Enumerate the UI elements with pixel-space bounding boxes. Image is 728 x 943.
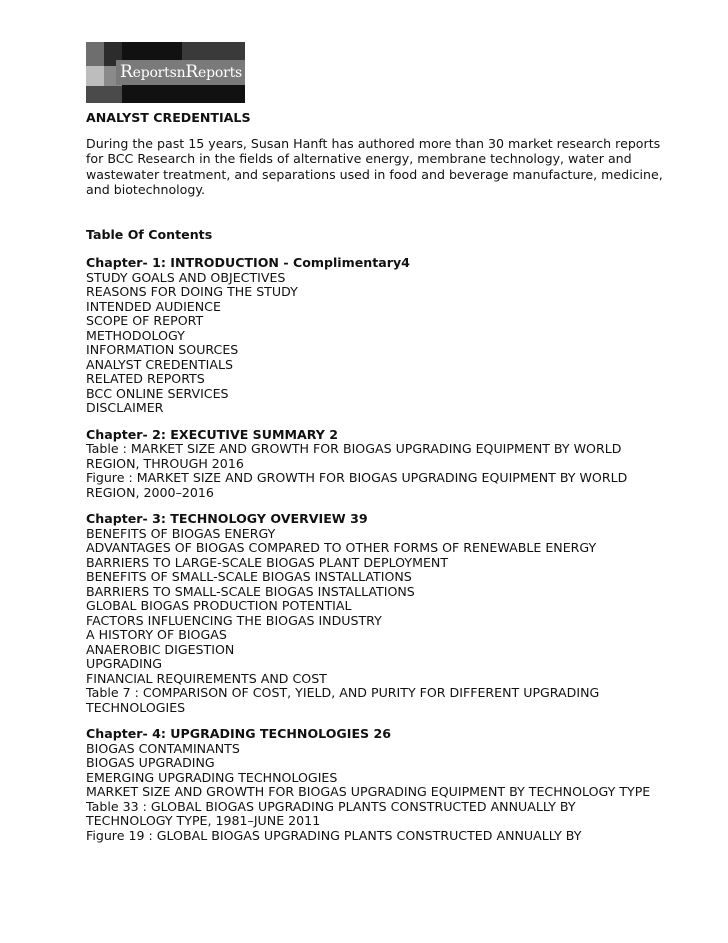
table-of-contents-title: Table Of Contents	[86, 226, 213, 242]
toc-entry: UPGRADING	[86, 656, 163, 671]
toc-entry: EMERGING UPGRADING TECHNOLOGIES	[86, 769, 338, 785]
toc-entry: A HISTORY OF BIOGAS	[86, 627, 227, 642]
toc-entry: BCC ONLINE SERVICES	[86, 385, 229, 401]
logo-wordmark: ReportsnReports	[116, 60, 245, 85]
toc-entry: METHODOLOGY	[86, 327, 185, 343]
toc-entry: FINANCIAL REQUIREMENTS AND COST	[86, 670, 327, 686]
chapter-section	[86, 512, 686, 715]
table-of-contents	[86, 256, 686, 843]
toc-entry: TECHNOLOGY TYPE, 1981–JUNE 2011	[86, 813, 321, 828]
reportsnreports-logo	[86, 42, 245, 103]
chapter-heading: Chapter- 1: INTRODUCTION - Complimentary4	[86, 255, 410, 270]
toc-entry: INFORMATION SOURCES	[86, 342, 239, 357]
toc-entry: DISCLAIMER	[86, 400, 164, 415]
toc-entry: SCOPE OF REPORT	[86, 313, 204, 328]
toc-entry: REGION, 2000–2016	[86, 484, 214, 500]
toc-entry: Table : MARKET SIZE AND GROWTH FOR BIOGAS UPGRADING EQUIPMENT BY WORLD	[86, 441, 622, 456]
toc-entry: BIOGAS CONTAMINANTS	[86, 740, 240, 756]
toc-entry: BARRIERS TO SMALL-SCALE BIOGAS INSTALLATIONS	[86, 583, 415, 599]
analyst-paragraph: During the past 15 years, Susan Hanft has authored more than 30 market research reports for BCC Research in the fields of alternative energy, membrane technology, water and wastewater treatment, and separations used in food and beverage manufacture, medicine, and biotechnology.	[86, 135, 663, 197]
toc-entry: Figure : MARKET SIZE AND GROWTH FOR BIOGAS UPGRADING EQUIPMENT BY WORLD	[86, 470, 628, 485]
toc-entry: BENEFITS OF SMALL-SCALE BIOGAS INSTALLATIONS	[86, 569, 412, 584]
toc-entry: ANAEROBIC DIGESTION	[86, 641, 235, 657]
toc-entry: STUDY GOALS AND OBJECTIVES	[86, 269, 286, 285]
chapter-heading: Chapter- 2: EXECUTIVE SUMMARY 2	[86, 426, 339, 442]
toc-entry: Table 7 : COMPARISON OF COST, YIELD, AND PURITY FOR DIFFERENT UPGRADING	[86, 685, 600, 700]
toc-entry: TECHNOLOGIES	[86, 699, 186, 715]
toc-entry: ADVANTAGES OF BIOGAS COMPARED TO OTHER FORMS OF RENEWABLE ENERGY	[86, 540, 597, 555]
chapter-heading: Chapter- 3: TECHNOLOGY OVERVIEW 39	[86, 511, 368, 526]
toc-entry: Figure 19 : GLOBAL BIOGAS UPGRADING PLANTS CONSTRUCTED ANNUALLY BY	[86, 827, 582, 843]
chapter-section	[86, 256, 686, 416]
document-page	[86, 42, 686, 843]
toc-entry: REGION, THROUGH 2016	[86, 455, 244, 471]
toc-entry: BIOGAS UPGRADING	[86, 755, 215, 770]
analyst-credentials-heading: ANALYST CREDENTIALS	[86, 110, 251, 125]
toc-entry: BENEFITS OF BIOGAS ENERGY	[86, 525, 276, 541]
chapter-section	[86, 428, 686, 501]
toc-entry: MARKET SIZE AND GROWTH FOR BIOGAS UPGRADING EQUIPMENT BY TECHNOLOGY TYPE	[86, 784, 651, 799]
toc-entry: REASONS FOR DOING THE STUDY	[86, 284, 298, 299]
toc-entry: GLOBAL BIOGAS PRODUCTION POTENTIAL	[86, 598, 352, 613]
toc-entry: ANALYST CREDENTIALS	[86, 356, 233, 372]
toc-entry: BARRIERS TO LARGE-SCALE BIOGAS PLANT DEPLOYMENT	[86, 554, 449, 570]
chapter-section	[86, 727, 686, 843]
toc-entry: FACTORS INFLUENCING THE BIOGAS INDUSTRY	[86, 612, 382, 628]
toc-entry: RELATED REPORTS	[86, 371, 205, 386]
toc-entry: Table 33 : GLOBAL BIOGAS UPGRADING PLANTS CONSTRUCTED ANNUALLY BY	[86, 798, 576, 814]
chapter-heading: Chapter- 4: UPGRADING TECHNOLOGIES 26	[86, 726, 392, 741]
toc-entry: INTENDED AUDIENCE	[86, 298, 221, 314]
